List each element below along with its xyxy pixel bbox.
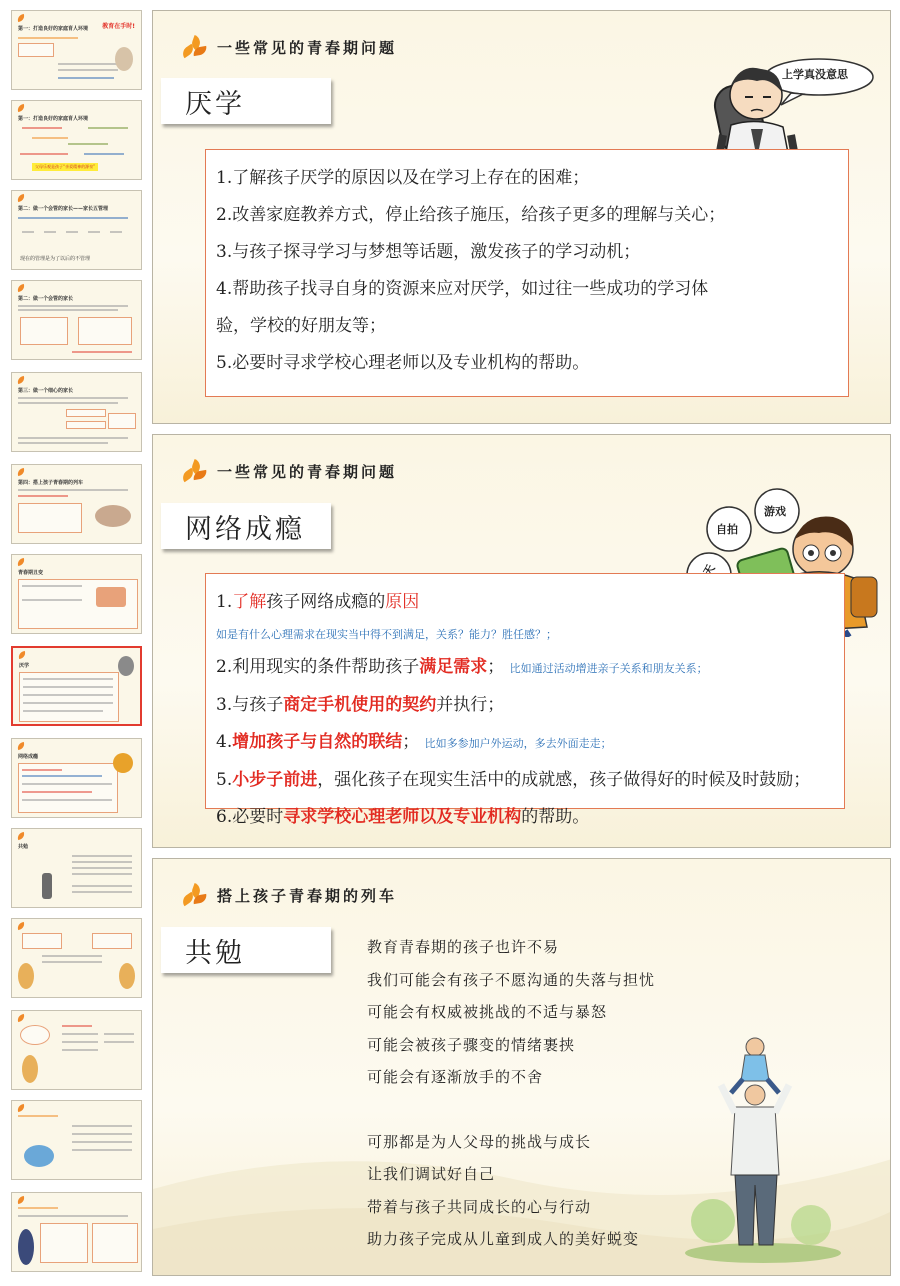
topic-label: 厌学 [161,78,331,124]
tip-item-1-note: 如是有什么心理需求在现实当中得不到满足，关系？能力？胜任感？； [216,628,557,641]
encouragement-poem [367,931,655,1256]
thumb-title: 第一：打造良好的家庭育人环境 [18,26,89,32]
tip-item-4-continued: 验，学校的好朋友等； [216,316,386,336]
slide-thumbnail-8[interactable] [11,646,142,726]
slide-title: 搭上孩子青春期的列车 [217,886,398,905]
poem-line: 可能会有逐渐放手的不舍 [367,1068,544,1086]
slide-thumbnail-rail [0,0,150,1286]
poem-line: 教育青春期的孩子也许不易 [367,938,560,956]
tips-box [205,149,849,397]
slide-thumbnail-4[interactable] [11,280,142,360]
tip-item-1: 1.了解孩子厌学的原因以及在学习上存在的困难； [216,168,590,188]
tip-item-2: 2.改善家庭教养方式，停止给孩子施压，给孩子更多的理解与关心； [216,205,726,225]
thumb-footer: 现在的管理是为了以后的不管理 [20,256,91,262]
thumb-title: 第一：打造良好的家庭育人环境 [18,116,89,122]
poem-line: 让我们调试好自己 [367,1165,496,1183]
tip-item-5: 5.必要时寻求学校心理老师以及专业机构的帮助。 [216,353,590,373]
slide-thumbnail-10[interactable] [11,828,142,908]
poem-line: 可能会被孩子骤变的情绪裹挟 [367,1035,576,1054]
poem-line: 可那都是为人父母的挑战与成长 [367,1132,592,1151]
tip-item-3: 3.与孩子探寻学习与梦想等话题，激发孩子的学习动机； [216,242,641,262]
leaf-icon [179,883,209,907]
thumb-title: 青春期丑变 [18,570,44,576]
leaf-icon [179,35,209,59]
slide-mutual-encouragement [152,858,891,1276]
thumb-title: 第二：做一个会管的家长——家长五管理 [18,206,109,212]
slide-internet-addiction [152,434,891,848]
speech-bubble-text: 上学真没意思 [782,68,848,81]
tip-item-2: 2.利用现实的条件帮助孩子满足需求； 比如通过活动增进亲子关系和朋友关系； [216,657,708,677]
poem-line: 助力孩子完成从儿童到成人的美好蜕变 [367,1230,640,1248]
slide-thumbnail-2[interactable] [11,100,142,180]
slide-title: 一些常见的青春期问题 [217,38,398,57]
slide-thumbnail-9[interactable] [11,738,142,818]
slide-thumbnail-11[interactable] [11,918,142,998]
tip-item-6: 6.必要时寻求学校心理老师以及专业机构的帮助。 [216,807,590,827]
poem-line: 带着与孩子共同成长的心与行动 [367,1197,592,1216]
tip-item-1: 1.了解孩子网络成瘾的原因 [216,592,420,612]
leaf-icon [179,459,209,483]
tip-item-4: 4.增加孩子与自然的联结； 比如多参加户外运动，多去外面走走； [216,732,612,752]
tips-box [205,573,845,827]
slide-thumbnail-12[interactable] [11,1010,142,1090]
slide-header [179,35,397,59]
poem-line: 我们可能会有孩子不愿沟通的失落与担忧 [367,970,656,989]
thumb-title: 网络成瘾 [18,754,39,760]
thumb-title: 厌学 [19,663,30,669]
slide-thumbnail-7[interactable] [11,554,142,634]
slide-thumbnail-13[interactable] [11,1100,142,1180]
slide-header [179,459,397,483]
thumb-badge: 教育在手时! [102,23,135,30]
slide-thumbnail-5[interactable] [11,372,142,452]
thumb-footer: 父母乐观是孩子“亲爱精神的源泉” [32,163,98,171]
thumb-title: 共勉 [18,844,29,850]
bubble-games: 游戏 [764,505,786,518]
slide-thumbnail-6[interactable] [11,464,142,544]
slide-thumbnail-14[interactable] [11,1192,142,1272]
thumb-header [17,15,25,21]
tip-item-5: 5.小步子前进，强化孩子在现实生活中的成就感，孩子做得好的时候及时鼓励； [216,770,811,790]
topic-label: 网络成瘾 [161,503,331,549]
topic-label: 共勉 [161,927,331,973]
bubble-selfie: 自拍 [716,523,738,536]
slide-header [179,883,397,907]
thumb-title: 第三：做一个细心的家长 [18,388,74,394]
father-and-child-illustration [673,1035,853,1265]
slide-thumbnail-3[interactable] [11,190,142,270]
slide-thumbnail-1[interactable] [11,10,142,90]
thumb-title: 第二：做一个会管的家长 [18,296,74,302]
tip-item-4: 4.帮助孩子找寻自身的资源来应对厌学，如过往一些成功的学习体 [216,279,709,299]
tip-item-3: 3.与孩子商定手机使用的契约并执行； [216,695,505,715]
slide-title: 一些常见的青春期问题 [217,462,398,481]
poem-line: 可能会有权威被挑战的不适与暴怒 [367,1003,608,1021]
thumb-title: 第四：搭上孩子青春期的列车 [18,480,84,486]
slide-weariness-of-study [152,10,891,424]
